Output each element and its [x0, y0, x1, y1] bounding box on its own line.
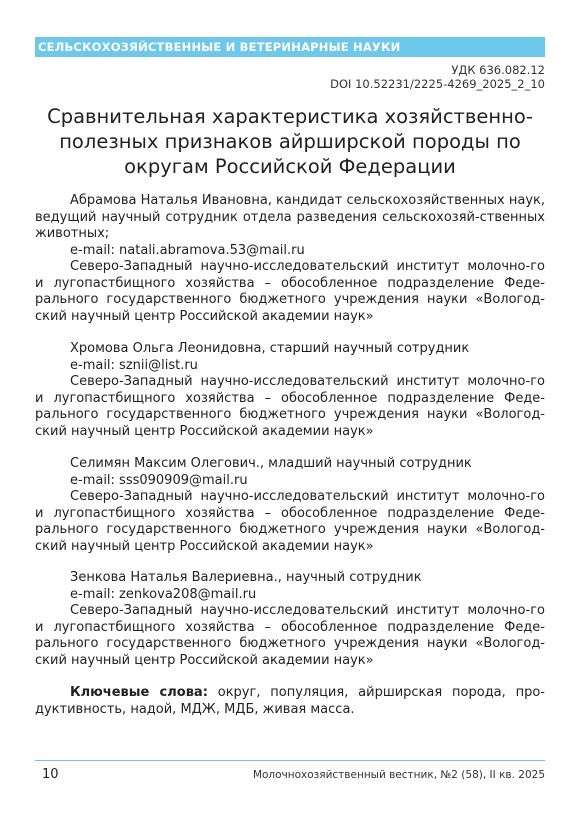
article-title [35, 104, 545, 179]
page-number: 10 [42, 767, 59, 782]
author-affiliation: Северо-Западный научно-исследовательский институт молочно-го и лугопастбищного хозяйства – обособленное подразделение Феде-рального государственного бюджетного учреждения науки «Вологод-ский научный центр Российской академии наук» [35, 374, 545, 439]
footer-rule [35, 760, 545, 761]
author-name: Абрамова Наталья Ивановна, кандидат сельскохозяйственных наук, ведущий научный сотрудник отдела разведения сельскохозяй-ственных животных; [35, 193, 545, 241]
author-affiliation: Северо-Западный научно-исследовательский институт молочно-го и лугопастбищного хозяйства – обособленное подразделение Феде-рального государственного бюджетного учреждения науки «Вологод-ский научный центр Российской академии наук» [35, 259, 545, 324]
author-email: e-mail: zenkova208@mail.ru [70, 586, 257, 602]
article-identifiers [330, 63, 545, 91]
journal-info: Молочнохозяйственный вестник, №2 (58), II кв. 2025 [252, 769, 545, 781]
author-email: e-mail: sss090909@mail.ru [70, 472, 248, 488]
title-line: полезных признаков айрширской породы по [59, 130, 521, 153]
title-line: округам Российской Федерации [124, 155, 456, 178]
section-title: СЕЛЬСКОХОЗЯЙСТВЕННЫЕ И ВЕТЕРИНАРНЫЕ НАУКИ [38, 40, 401, 54]
author-name: Хромова Ольга Леонидовна, старший научный сотрудник [70, 341, 470, 356]
author-email: e-mail: sznii@list.ru [70, 357, 198, 373]
author-block [35, 456, 545, 555]
author-name: Селимян Максим Олегович., младший научный сотрудник [70, 456, 472, 471]
title-line: Сравнительная характеристика хозяйственно- [47, 105, 533, 128]
author-email: e-mail: natali.abramova.53@mail.ru [70, 242, 305, 258]
doi-code: DOI 10.52231/2225-4269_2025_2_10 [330, 77, 545, 91]
udk-code: УДК 636.082.12 [451, 63, 545, 77]
author-block [35, 341, 545, 440]
author-block [35, 193, 545, 325]
author-affiliation: Северо-Западный научно-исследовательский институт молочно-го и лугопастбищного хозяйства – обособленное подразделение Феде-рального государственного бюджетного учреждения науки «Вологод-ский научный центр Российской академии наук» [35, 489, 545, 554]
author-affiliation: Северо-Западный научно-исследовательский институт молочно-го и лугопастбищного хозяйства – обособленное подразделение Феде-рального государственного бюджетного учреждения науки «Вологод-ский научный центр Российской академии наук» [35, 603, 545, 668]
keywords [35, 685, 545, 718]
author-name: Зенкова Наталья Валериевна., научный сотрудник [70, 570, 422, 585]
author-block [35, 570, 545, 669]
keywords-label: Ключевые слова: [70, 685, 208, 700]
keywords-text: округ, популяция, айрширская порода, про-дуктивность, надой, МДЖ, МДБ, живая масса. [35, 685, 546, 717]
